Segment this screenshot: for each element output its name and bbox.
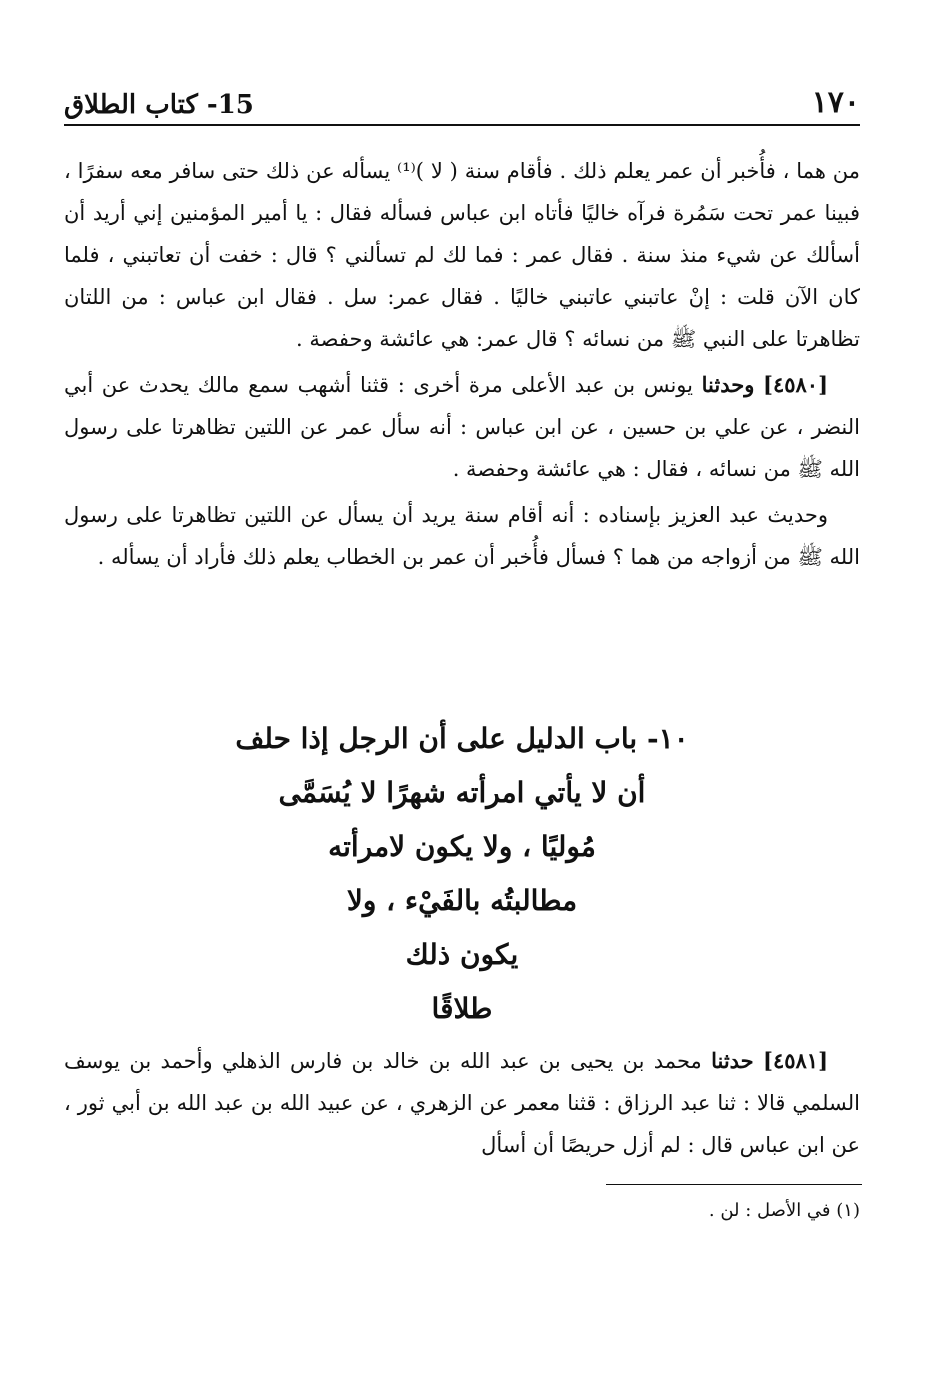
hadith-number: [٤٥٨١] <box>763 1048 828 1073</box>
hadith-4580 <box>64 364 860 490</box>
footnote-separator <box>606 1184 862 1185</box>
page-number: ١٧٠ <box>811 85 860 120</box>
running-chapter-title: 15- كتاب الطلاق <box>64 90 254 120</box>
paragraph-continuation: من هما ، فأُخبر أن عمر يعلم ذلك . فأقام سنة ( لا )⁽¹⁾ يسأله عن ذلك حتى سافر معه سفرًا ، فبينا عمر تحت سَمُرة فرآه خاليًا فأتاه ابن عباس فسأله فقال : يا أمير المؤمنين إني أريد أن أسألك عن شيء منذ سنة . فقال عمر : فما لك لم تسألني ؟ قال : خفت أن تعاتبني ، فلما كان الآن قلت : إنْ عاتبني عاتبني خاليًا . فقال عمر: سل . فقال ابن عباس : من اللتان تظاهرتا على النبي ﷺ من نسائه ؟ قال عمر: هي عائشة وحفصة . <box>64 159 860 351</box>
chapter-heading-line: أن لا يأتي امرأته شهرًا لا يُسَمَّى <box>278 776 646 809</box>
footnote: (١) في الأصل : لن . <box>708 1200 860 1221</box>
main-text-top <box>64 150 860 582</box>
hadith-4581 <box>64 1040 860 1166</box>
page-header <box>64 68 860 126</box>
chapter-heading-line: مُوليًا ، ولا يكون لامرأته <box>328 830 596 863</box>
chapter-heading-line: مطالبتُه بالفَيْء ، ولا <box>346 884 578 917</box>
main-text-bottom <box>64 1040 860 1170</box>
hadith-text: يونس بن عبد الأعلى مرة أخرى : قثنا أشهب سمع مالك يحدث عن أبي النضر ، عن علي بن حسين ، عن ابن عباس : أنه سأل عمر عن اللتين تظاهرتا على رسول الله ﷺ من نسائه ، فقال : هي عائشة وحفصة . <box>64 373 860 481</box>
paragraph-abdulaziz: وحديث عبد العزيز بإسناده : أنه أقام سنة يريد أن يسأل عن اللتين تظاهرتا على رسول الله ﷺ من أزواجه من هما ؟ فسأل فأُخبر أن عمر بن الخطاب يعلم ذلك فأراد أن يسأله . <box>64 503 860 569</box>
hadith-number: [٤٥٨٠] <box>763 372 828 397</box>
hadith-lead-word: حدثنا <box>711 1048 754 1073</box>
chapter-heading-line: طلاقًا <box>431 992 493 1025</box>
chapter-heading <box>64 712 860 1036</box>
hadith-lead-word: وحدثنا <box>701 372 755 397</box>
chapter-heading-line: يكون ذلك <box>405 938 519 971</box>
hadith-text: محمد بن يحيى بن عبد الله بن خالد بن فارس الذهلي وأحمد بن يوسف السلمي قالا : ثنا عبد الرزاق : قثنا معمر عن الزهري ، عن عبيد الله بن عبد الله بن أبي ثور ، عن ابن عباس قال : لم أزل حريصًا أن أسأل <box>64 1049 860 1157</box>
chapter-heading-line: ١٠- باب الدليل على أن الرجل إذا حلف <box>235 722 689 755</box>
